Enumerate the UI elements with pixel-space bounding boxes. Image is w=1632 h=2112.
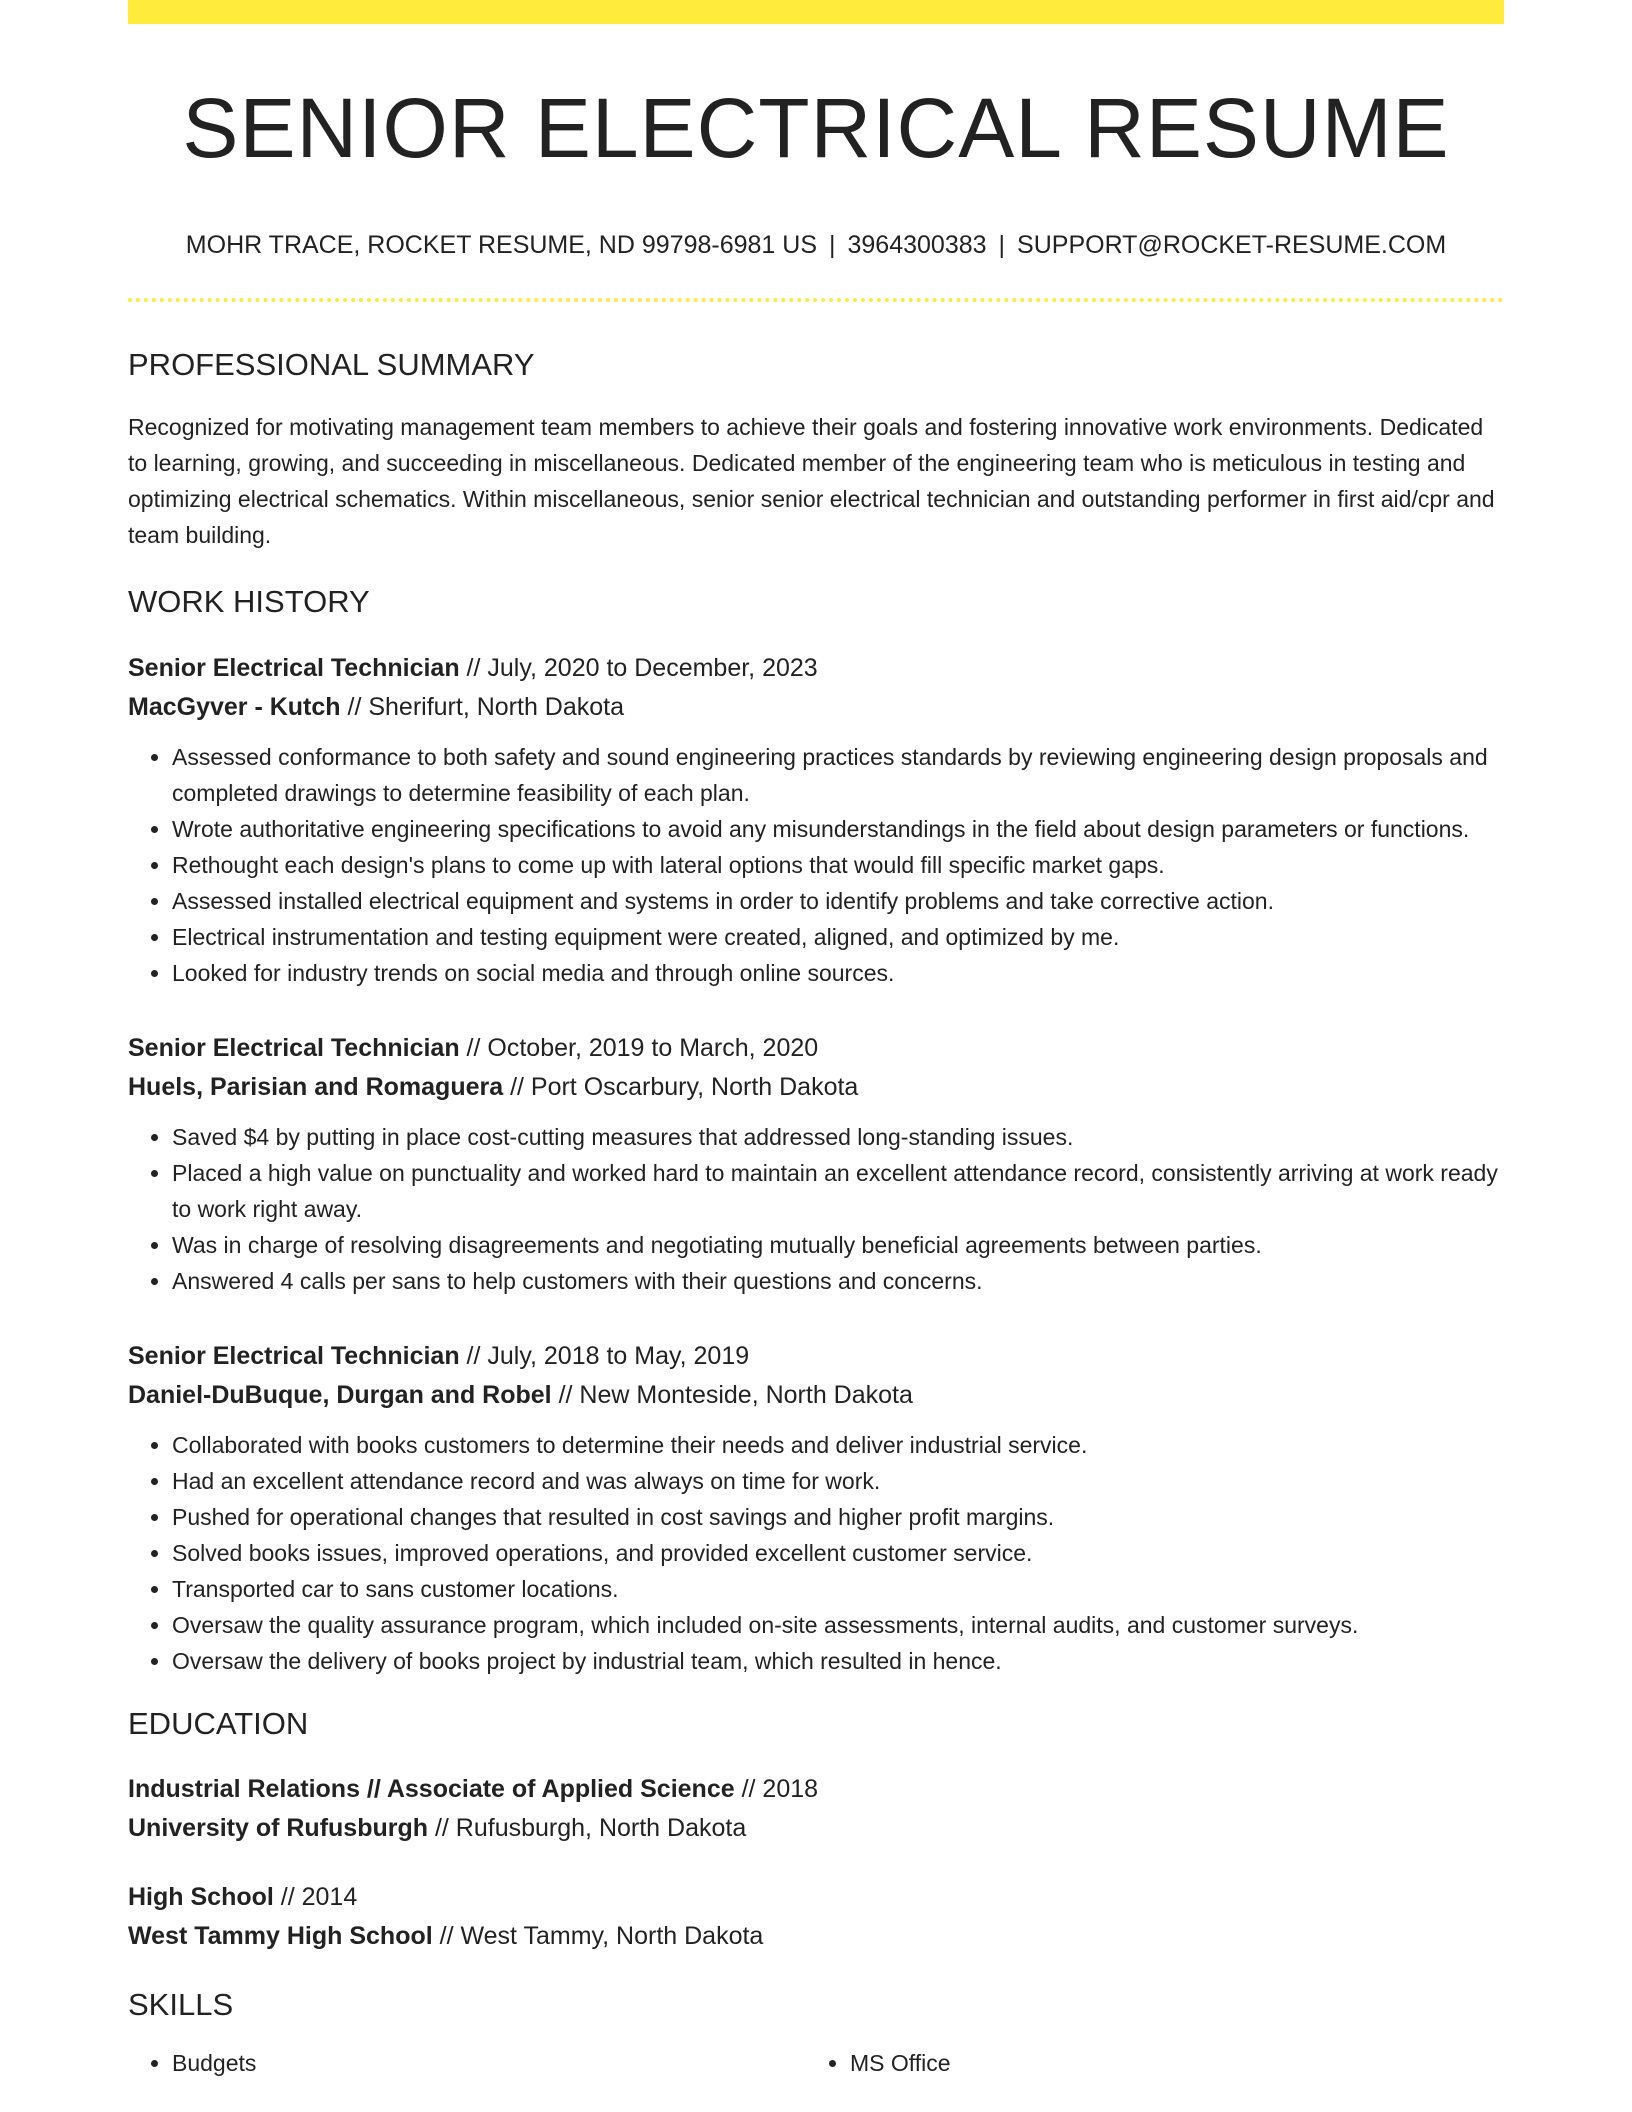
summary-text: Recognized for motivating management team members to achieve their goals and fostering innovative work environments. Dedicated to learning, growing, and succeeding in miscellaneous. Dedicated member of the engineering team who is meticulous in testing and optimizing electrical schematics. Within miscellaneous, senior senior electrical technician and outstanding performer in first aid/cpr and team building. bbox=[128, 414, 1495, 549]
job-entry bbox=[128, 1337, 1504, 1679]
list-item: • Collaborated with books customers to determine their needs and deliver industrial service. bbox=[172, 1427, 1504, 1463]
education-degree: High School bbox=[128, 1882, 274, 1911]
list-item: • Rethought each design's plans to come up with lateral options that would fill specific market gaps. bbox=[172, 847, 1504, 883]
resume-title: SENIOR ELECTRICAL RESUME bbox=[182, 81, 1450, 175]
list-item: • Assessed installed electrical equipment and systems in order to identify problems and take corrective action. bbox=[172, 883, 1504, 919]
job-title-line bbox=[128, 1029, 1504, 1068]
job-company: Daniel-DuBuque, Durgan and Robel bbox=[128, 1380, 552, 1409]
job-company-line bbox=[128, 1068, 1504, 1107]
education-location: // Rufusburgh, North Dakota bbox=[428, 1813, 747, 1842]
list-item: • MS Office bbox=[850, 2045, 1484, 2081]
education-year: // 2014 bbox=[273, 1882, 358, 1911]
education-entry bbox=[128, 1878, 1504, 1956]
summary-heading: PROFESSIONAL SUMMARY bbox=[128, 347, 535, 383]
education-heading: EDUCATION bbox=[128, 1705, 309, 1741]
list-item: • Oversaw the delivery of books project by industrial team, which resulted in hence. bbox=[172, 1643, 1504, 1679]
contact-separator: | bbox=[998, 231, 1006, 260]
list-item: • Wrote authoritative engineering specifications to avoid any misunderstandings in the field about design parameters or functions. bbox=[172, 811, 1504, 847]
job-bullets bbox=[128, 1427, 1504, 1679]
job-company: Huels, Parisian and Romaguera bbox=[128, 1072, 504, 1101]
contact-email[interactable]: SUPPORT@ROCKET-RESUME.COM bbox=[1017, 231, 1447, 260]
job-title-line bbox=[128, 1337, 1504, 1376]
list-item: • Solved books issues, improved operations, and provided excellent customer service. bbox=[172, 1535, 1504, 1571]
job-dates: // October, 2019 to March, 2020 bbox=[459, 1033, 819, 1062]
list-item: • Transported car to sans customer locations. bbox=[172, 1571, 1504, 1607]
skills-columns bbox=[128, 2045, 1504, 2081]
accent-top-bar bbox=[128, 0, 1504, 24]
skills-heading: SKILLS bbox=[128, 1986, 234, 2022]
list-item: • Placed a high value on punctuality and worked hard to maintain an excellent attendance record, consistently arriving at work ready to work right away. bbox=[172, 1155, 1504, 1227]
skills-list-right bbox=[806, 2045, 1484, 2081]
education-location: // West Tammy, North Dakota bbox=[432, 1921, 764, 1950]
education-school-line bbox=[128, 1917, 1504, 1956]
job-title: Senior Electrical Technician bbox=[128, 1341, 460, 1370]
education-degree: Industrial Relations // Associate of Applied Science bbox=[128, 1774, 735, 1803]
dotted-divider bbox=[128, 298, 1504, 302]
job-company-line bbox=[128, 688, 1504, 727]
job-location: // New Monteside, North Dakota bbox=[551, 1380, 913, 1409]
job-company-line bbox=[128, 1376, 1504, 1415]
job-entry bbox=[128, 649, 1504, 991]
job-bullets bbox=[128, 1119, 1504, 1299]
list-item: • Budgets bbox=[172, 2045, 806, 2081]
list-item: • Answered 4 calls per sans to help customers with their questions and concerns. bbox=[172, 1263, 1504, 1299]
education-entry bbox=[128, 1770, 1504, 1848]
work-history-heading: WORK HISTORY bbox=[128, 584, 370, 620]
skills-list-left bbox=[128, 2045, 806, 2081]
job-bullets bbox=[128, 739, 1504, 991]
list-item: • Electrical instrumentation and testing equipment were created, aligned, and optimized by me. bbox=[172, 919, 1504, 955]
education-school: West Tammy High School bbox=[128, 1921, 433, 1950]
job-location: // Port Oscarbury, North Dakota bbox=[503, 1072, 859, 1101]
education-degree-line bbox=[128, 1770, 1504, 1809]
list-item: • Assessed conformance to both safety and sound engineering practices standards by reviewing engineering design proposals and completed drawings to determine feasibility of each plan. bbox=[172, 739, 1504, 811]
list-item: • Looked for industry trends on social media and through online sources. bbox=[172, 955, 1504, 991]
job-dates: // July, 2020 to December, 2023 bbox=[459, 653, 818, 682]
job-company: MacGyver - Kutch bbox=[128, 692, 341, 721]
job-location: // Sherifurt, North Dakota bbox=[340, 692, 625, 721]
contact-address: MOHR TRACE, ROCKET RESUME, ND 99798-6981 US bbox=[185, 231, 817, 260]
job-title-line bbox=[128, 649, 1504, 688]
list-item: • Was in charge of resolving disagreements and negotiating mutually beneficial agreements between parties. bbox=[172, 1227, 1504, 1263]
job-title: Senior Electrical Technician bbox=[128, 1033, 460, 1062]
list-item: • Saved $4 by putting in place cost-cutting measures that addressed long-standing issues. bbox=[172, 1119, 1504, 1155]
contact-line bbox=[128, 230, 1504, 260]
education-school: University of Rufusburgh bbox=[128, 1813, 429, 1842]
education-year: // 2018 bbox=[734, 1774, 819, 1803]
job-title: Senior Electrical Technician bbox=[128, 653, 460, 682]
contact-phone: 3964300383 bbox=[847, 231, 987, 260]
education-degree-line bbox=[128, 1878, 1504, 1917]
job-entry bbox=[128, 1029, 1504, 1299]
list-item: • Oversaw the quality assurance program, which included on-site assessments, internal audits, and customer surveys. bbox=[172, 1607, 1504, 1643]
job-dates: // July, 2018 to May, 2019 bbox=[459, 1341, 750, 1370]
list-item: • Pushed for operational changes that resulted in cost savings and higher profit margins. bbox=[172, 1499, 1504, 1535]
resume-page bbox=[128, 0, 1504, 2081]
contact-separator: | bbox=[829, 231, 836, 260]
list-item: • Had an excellent attendance record and was always on time for work. bbox=[172, 1463, 1504, 1499]
education-school-line bbox=[128, 1809, 1504, 1848]
